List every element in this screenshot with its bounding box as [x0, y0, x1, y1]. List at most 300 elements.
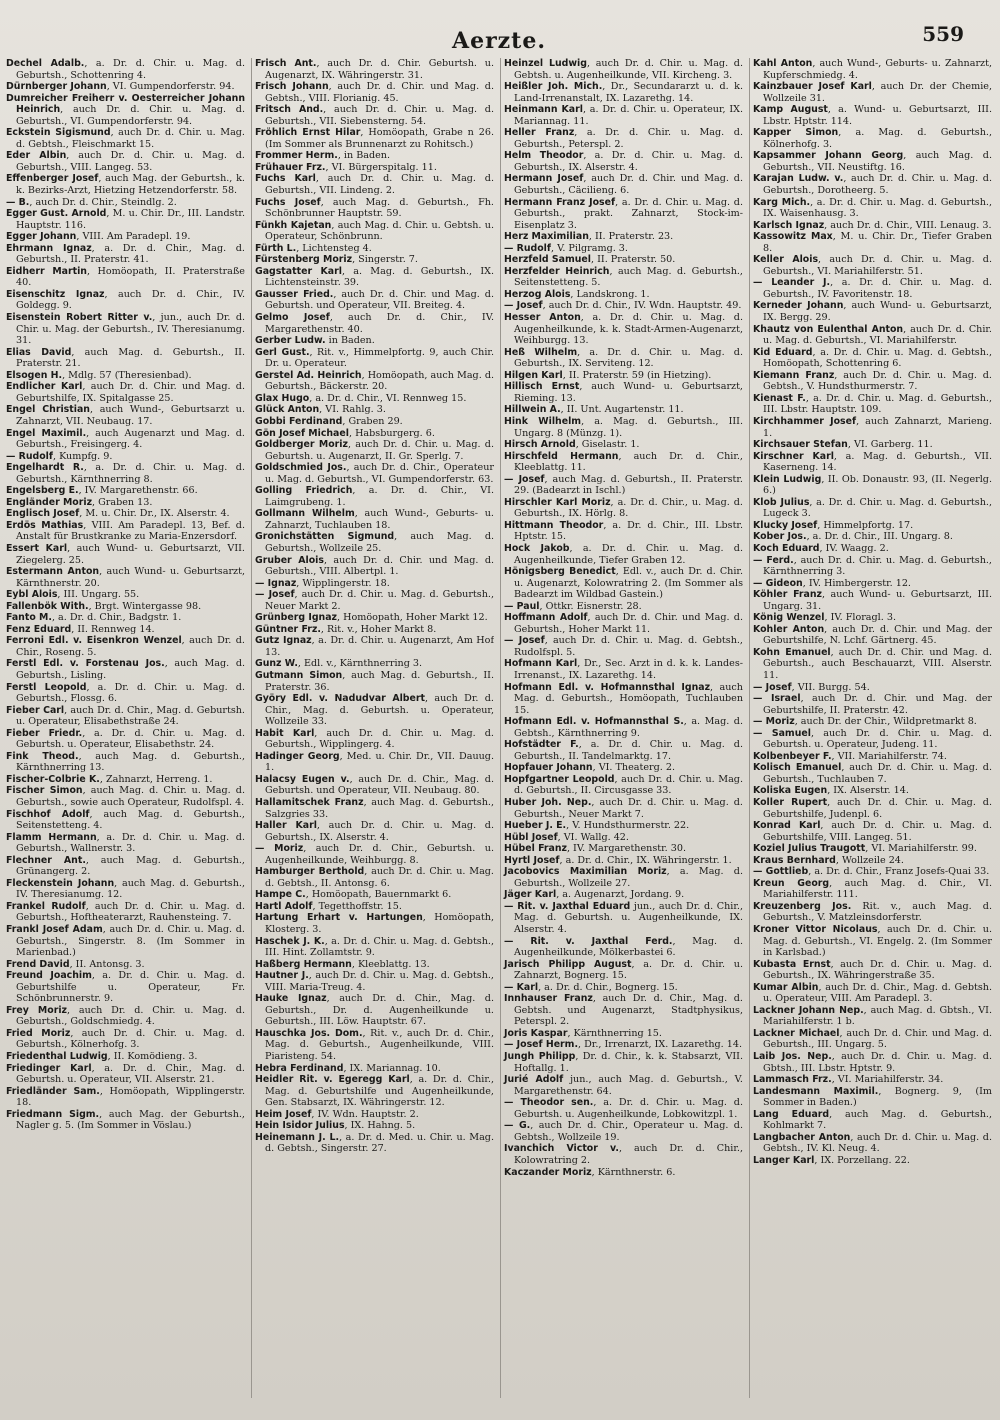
- directory-columns: [6, 58, 992, 1398]
- entry-details: , VI. Rahlg. 3.: [319, 404, 386, 416]
- entry-details: , Wollzeile 24.: [835, 854, 904, 866]
- entry-details: , a. Dr. d. Chir. u. Mag. d. Geburtshilfe u. Operateur, Fr. Schönbrunnerstr. 9.: [16, 970, 245, 1005]
- entry-details: , Habsburgerg. 6.: [348, 427, 435, 439]
- entry-name: Friedmann Sigm.: [6, 1108, 100, 1120]
- directory-entry: [753, 150, 992, 173]
- entry-details: , auch Augenarzt und Mag. d. Geburtsh., Freisingerg. 4.: [16, 427, 245, 451]
- entry-name: Haller Karl: [255, 820, 317, 832]
- entry-name: Kohler Anton: [753, 623, 825, 635]
- directory-entry: [255, 197, 494, 220]
- entry-name: Huber Joh. Nep.: [504, 797, 592, 808]
- directory-entry: [504, 682, 743, 717]
- column-3: [500, 58, 743, 1398]
- entry-details: , Rit. v., Hoher Markt 8.: [320, 623, 437, 635]
- directory-entry: [255, 508, 494, 531]
- entry-name: Lang Eduard: [753, 1108, 830, 1120]
- entry-details: , auch Dr. d. Chir. u. Mag. d. Gbtsh., III. Lbstr. Hptstr. 9.: [763, 1051, 992, 1074]
- entry-details: , auch Mag. d. Gbtsh., VI. Mariahilferstr. 1 b.: [763, 1004, 992, 1028]
- entry-name: Fröhlich Ernst Hilar: [255, 127, 361, 139]
- entry-details: , auch Wund-, Geburts- u. Zahnarzt, Kupferschmiedg. 4.: [763, 58, 992, 81]
- entry-name: Gunz W.: [255, 658, 298, 670]
- directory-entry: [753, 555, 992, 578]
- directory-entry: [753, 451, 992, 474]
- entry-name: Habit Karl: [255, 727, 315, 739]
- entry-details: , VII. Burgg. 54.: [791, 681, 870, 693]
- entry-name: Engelsberg E.: [6, 485, 79, 497]
- directory-entry: [255, 912, 494, 935]
- entry-name: Flechner Ant.: [6, 854, 86, 866]
- entry-name: Heim Josef: [255, 1108, 312, 1120]
- directory-entry: [255, 243, 494, 255]
- entry-name: Fallenbök With.: [6, 600, 89, 612]
- directory-entry: [255, 370, 494, 393]
- directory-entry: [255, 104, 494, 127]
- entry-details: , auch Dr. d. Chir., Mag. d. Geburtsh., Dr. d. Augenheilkunde u. Geburtsh., III. Löw. Hauptstr. 67.: [265, 993, 494, 1028]
- entry-details: , Wipplingerstr. 18.: [296, 577, 390, 589]
- entry-details: , auch Dr. d. Chir. u. Mag. d. Geburtsh., Goldschmiedg. 4.: [16, 1004, 245, 1028]
- entry-name: Engelhardt R.: [6, 462, 84, 474]
- directory-entry: [753, 497, 992, 520]
- entry-name: Gagstatter Karl: [255, 265, 342, 277]
- entry-name: Flamm Hermann: [6, 831, 97, 843]
- entry-name: Koziel Julius Traugott: [753, 843, 866, 855]
- directory-entry: [6, 878, 245, 901]
- entry-name: Heidler Rit. v. Egeregg Karl: [255, 1074, 410, 1086]
- entry-details: , a. Mag. d. Geburtsh., VII. Kaserneng. 14.: [763, 450, 992, 474]
- directory-entry: [753, 520, 992, 532]
- entry-name: Friedländer Sam.: [6, 1085, 100, 1097]
- entry-details: , IV. Himbergerstr. 12.: [802, 577, 911, 589]
- entry-name: Kirschner Karl: [753, 450, 834, 462]
- directory-entry: [6, 601, 245, 613]
- directory-entry: [753, 300, 992, 323]
- entry-name: Eidherr Martin: [6, 265, 87, 277]
- entry-name: — Ignaz: [255, 577, 297, 589]
- directory-entry: [6, 1005, 245, 1028]
- directory-entry: [255, 936, 494, 959]
- directory-entry: [255, 347, 494, 370]
- directory-entry: [255, 439, 494, 462]
- entry-name: Kienast F.: [753, 392, 806, 404]
- directory-entry: [753, 370, 992, 393]
- directory-entry: [6, 658, 245, 681]
- entry-details: , a. Dr. d. Chir., IX. Währingerstr. 1.: [559, 854, 732, 866]
- entry-details: , auch Dr. d. Chir. und Mag. d. Geburtsh., Cäcilieng. 6.: [514, 173, 743, 197]
- directory-entry: [6, 266, 245, 289]
- entry-details: , Homöopath, Grabe n 26. (Im Sommer als Brunnenarzt zu Rohitsch.): [265, 127, 494, 150]
- directory-entry: [504, 982, 743, 994]
- entry-name: Kapper Simon: [753, 127, 839, 139]
- entry-details: , auch Dr. d. Chir. u. Mag. d. Geburtsh., Neuer Markt 2.: [265, 589, 494, 612]
- directory-entry: [255, 728, 494, 751]
- entry-name: Fuchs Josef: [255, 196, 321, 208]
- directory-entry: [255, 1028, 494, 1063]
- entry-name: Goldberger Moriz: [255, 439, 348, 451]
- entry-details: , a. Dr. d. Chir., III. Lbstr. Hptstr. 15.: [514, 519, 743, 543]
- directory-entry: [504, 520, 743, 543]
- entry-details: , a. Dr. d. Chir. u. Mag. d. Geburtsh., IV. Favoritenstr. 18.: [763, 277, 992, 300]
- entry-name: Hermann Franz Josef: [504, 196, 616, 208]
- directory-entry: [504, 959, 743, 982]
- directory-entry: [6, 635, 245, 658]
- directory-entry: [6, 520, 245, 543]
- entry-details: , Mdlg. 57 (Theresienbad).: [62, 369, 192, 381]
- directory-entry: [753, 393, 992, 416]
- directory-entry: [6, 197, 245, 209]
- directory-entry: [504, 543, 743, 566]
- entry-name: Hoffmann Adolf: [504, 612, 588, 624]
- directory-entry: [6, 243, 245, 266]
- entry-name: — Rit. v. Jaxthal Eduard: [504, 900, 631, 912]
- entry-details: , IX. Alserstr. 14.: [827, 785, 909, 797]
- entry-name: Konrad Karl: [753, 820, 821, 832]
- entry-details: , auch Dr. d. Chir. Geburtsh. u. Augenarzt, IX. Währingerstr. 31.: [265, 58, 494, 81]
- entry-name: Ferroni Edl. v. Eisenkron Wenzel: [6, 635, 182, 647]
- entry-name: Fünkh Kajetan: [255, 219, 332, 231]
- entry-name: Kolbenbeyer F.: [753, 750, 832, 762]
- directory-entry: [255, 462, 494, 485]
- directory-entry: [6, 809, 245, 832]
- entry-details: , auch Mag. der Geburtsh., k. k. Bezirks-Arzt, Hietzing Hetzendorferstr. 58.: [16, 173, 245, 197]
- entry-details: , a. Dr. d. Chir. u. Operateur, IX. Mariannag. 11.: [514, 104, 743, 127]
- entry-details: , VI. Wallg. 42.: [557, 831, 629, 843]
- directory-entry: [6, 728, 245, 751]
- directory-entry: [753, 785, 992, 797]
- directory-entry: [6, 589, 245, 601]
- entry-name: Dumreicher Freiherr v. Oesterreicher Johann Heinrich: [6, 92, 245, 116]
- entry-details: , a. Mag. d. Geburtsh., III. Ungarg. 8 (Münzg. 1).: [514, 415, 743, 439]
- entry-details: , auch Mag. d. Geburtsh., Seitenstetteng. 5.: [514, 265, 743, 289]
- entry-details: , Edl. v., auch Dr. d. Chir. u. Augenarzt, Kolowratring 2. (Im Sommer als Badearzt im Wildbad Gastein.): [514, 566, 743, 601]
- entry-name: Frankel Rudolf: [6, 900, 86, 912]
- entry-details: , V. Pilgramg. 3.: [550, 242, 628, 254]
- entry-name: Kober Jos.: [753, 531, 807, 543]
- entry-details: , Med. u. Chir. Dr., VII. Dauug. 1.: [265, 750, 494, 774]
- entry-name: Gerstel Ad. Heinrich: [255, 369, 362, 381]
- entry-name: Freund Joachim: [6, 970, 92, 982]
- directory-entry: [753, 762, 992, 785]
- entry-name: — Moriz: [255, 843, 304, 855]
- directory-entry: [255, 589, 494, 612]
- entry-name: Kohn Emanuel: [753, 646, 831, 658]
- entry-details: , auch Mag. d. Chir. u. Gebtsh. u. Operateur, Schönbrunn.: [265, 219, 494, 243]
- entry-name: Kaczander Moriz: [504, 1166, 592, 1178]
- entry-name: — Josef: [504, 473, 545, 485]
- directory-entry: [255, 901, 494, 913]
- entry-name: Kreun Georg: [753, 877, 830, 889]
- entry-details: , auch Dr. d. Chir. u. Mag. d. Geburtsh., VII. Lindeng. 2.: [265, 173, 494, 197]
- directory-entry: [6, 832, 245, 855]
- directory-entry: [255, 254, 494, 266]
- entry-details: , auch Dr. d. Chir. u. Mag. d. Geburtsh., Kölnerhofg. 3.: [16, 1027, 245, 1051]
- entry-name: Hallamitschek Franz: [255, 797, 364, 808]
- entry-details: , auch Mag. d. Geburtsh., II. Praterstr. 36.: [265, 669, 494, 693]
- entry-name: Friedinger Karl: [6, 1062, 92, 1074]
- entry-name: Kolisch Emanuel: [753, 762, 842, 774]
- entry-details: , a. Dr. d. Chir. u. Mag. d. Geburtsh., Kärnthnerring 8.: [16, 462, 245, 485]
- entry-details: , auch Dr. d. Chir. u. Mag. d. Geburtsh., IX. Alserstr. 4.: [265, 820, 494, 843]
- entry-details: , a. Dr. d. Chir., VI. Rennweg 15.: [309, 392, 467, 404]
- entry-name: Frisch Johann: [255, 81, 329, 93]
- directory-entry: [753, 231, 992, 254]
- directory-entry: [504, 58, 743, 81]
- entry-details: , auch Dr. d. Chir. und Mag. d. Geburtsh., auch Beschauarzt, VIII. Alserstr. 11.: [763, 646, 992, 681]
- entry-details: , auch Dr. d. Chir. u. Mag. d. Geburtsh., VI. Gumpendorferstr. 94.: [16, 104, 245, 127]
- directory-entry: [753, 924, 992, 959]
- entry-name: Dürnberger Johann: [6, 81, 107, 93]
- directory-entry: [504, 774, 743, 797]
- entry-name: Gruber Alois: [255, 554, 324, 566]
- entry-details: , VI. Garberg. 11.: [847, 439, 933, 451]
- entry-name: Hueber J. E.: [504, 820, 567, 832]
- entry-name: Fried Moriz: [6, 1027, 71, 1039]
- entry-details: , a. Dr. d. Chir., Franz Josefs-Quai 33.: [808, 866, 990, 878]
- directory-entry: [504, 1039, 743, 1051]
- directory-entry: [255, 612, 494, 624]
- directory-entry: [255, 404, 494, 416]
- directory-entry: [504, 381, 743, 404]
- entry-details: , auch Dr. d. Chir. u. Mag. d. Geburtsh., Wipplingerg. 4.: [265, 727, 494, 751]
- directory-entry: [6, 1086, 245, 1109]
- entry-details: , auch Dr. der Chir., Wildpretmarkt 8.: [794, 716, 977, 728]
- entry-details: , a. Dr. d. Chir. u. Mag. d. Geburtsh., Flossg. 6.: [16, 681, 245, 705]
- directory-entry: [504, 797, 743, 820]
- entry-name: Golling Friedrich: [255, 485, 353, 497]
- directory-entry: [753, 728, 992, 751]
- directory-entry: [255, 266, 494, 289]
- entry-details: , Kumpfg. 9.: [52, 450, 113, 462]
- directory-entry: [753, 624, 992, 647]
- entry-details: , Ottkr. Eisnerstr. 28.: [539, 600, 642, 612]
- directory-entry: [504, 1120, 743, 1143]
- directory-entry: [255, 959, 494, 971]
- entry-details: , auch Dr. d. Chir. u. Mag. d. Geburtsh., Neuer Markt 7.: [514, 797, 743, 820]
- entry-name: Hartl Adolf: [255, 900, 313, 912]
- directory-entry: [504, 404, 743, 416]
- entry-details: , II. Praterstr. 23.: [588, 231, 674, 243]
- directory-entry: [753, 682, 992, 694]
- entry-details: , auch Mag. d. Geburtsh., Kohlmarkt 7.: [763, 1108, 992, 1132]
- entry-details: , auch Dr. d. Chir. u. Mag. d. Gebtsh., II. Antonsg. 6.: [265, 866, 494, 889]
- directory-entry: [6, 1051, 245, 1063]
- entry-details: , a. Dr. d. Chir. u. Mag. d. Augenheilkunde, k. k. Stadt-Armen-Augenarzt, Weihburgg. 13.: [514, 312, 743, 347]
- directory-entry: [6, 785, 245, 808]
- entry-name: Egger Gust. Arnold: [6, 208, 107, 220]
- directory-entry: [753, 647, 992, 682]
- directory-entry: [753, 1109, 992, 1132]
- entry-name: — Josef: [504, 635, 545, 647]
- directory-entry: [255, 81, 494, 104]
- entry-name: Hopfauer Johann: [504, 762, 593, 774]
- entry-details: , auch Dr. d. Chir., Mag. d. Geburtsh. u. Operateur, Wollzeile 33.: [265, 693, 494, 728]
- entry-details: , a. Dr. d. Chir., Mag. d. Geburtsh. u. Operateur, VII. Alserstr. 21.: [16, 1062, 245, 1086]
- entry-details: , auch Dr. d. Chir., Geburtsh. u. Augenheilkunde, Weihburgg. 8.: [265, 843, 494, 866]
- entry-name: Haßberg Hermann: [255, 958, 352, 970]
- entry-details: , auch Dr. der Chemie, Wollzeile 31.: [763, 81, 992, 104]
- directory-entry: [6, 855, 245, 878]
- directory-entry: [6, 682, 245, 705]
- page-title: Aerzte.: [452, 28, 546, 54]
- entry-name: Hadinger Georg: [255, 750, 340, 762]
- directory-entry: [753, 347, 992, 370]
- directory-entry: [504, 739, 743, 762]
- entry-name: Keller Alois: [753, 254, 819, 266]
- entry-details: , a. Augenarzt, Jordang. 9.: [556, 889, 685, 901]
- entry-name: Hampe C.: [255, 889, 306, 901]
- entry-details: , Himmelpfortg. 17.: [817, 519, 914, 531]
- entry-name: Heißler Joh. Mich.: [504, 81, 603, 93]
- entry-name: Klucky Josef: [753, 519, 818, 531]
- page-number: 559: [922, 22, 964, 46]
- entry-details: , Lichtensteg 4.: [296, 242, 372, 254]
- directory-entry: [504, 243, 743, 255]
- page-header: [6, 22, 992, 58]
- entry-details: , auch Mag. d. Chir. u. Mag. d. Geburtsh., sowie auch Operateur, Rudolfspl. 4.: [16, 785, 245, 808]
- entry-name: — Gottlieb: [753, 866, 809, 878]
- entry-details: , jun., auch Dr. d. Chir. u. Mag. der Geburtsh., IV. Theresianumg. 31.: [16, 312, 245, 347]
- column-1: [6, 58, 245, 1398]
- directory-entry: [504, 254, 743, 266]
- directory-entry: [504, 601, 743, 613]
- entry-details: , a. Dr. d. Chir. u. Zahnarzt, Bognerg. 15.: [514, 958, 743, 982]
- entry-details: , auch Mag. d. Geburtsh., II. Praterstr. 21.: [16, 346, 245, 370]
- entry-details: , II. Unt. Augartenstr. 11.: [560, 404, 684, 416]
- directory-entry: [6, 404, 245, 427]
- directory-entry: [753, 820, 992, 843]
- directory-entry: [6, 497, 245, 509]
- entry-details: , auch Mag. d. Geburtsh., Homöopath, Tuchlauben 15.: [514, 681, 743, 716]
- entry-details: , auch Dr. d. Chir. und Mag. d. Gebtsh., VIII. Florianig. 45.: [265, 81, 494, 104]
- directory-entry: [504, 312, 743, 347]
- entry-name: Hermann Josef: [504, 173, 584, 185]
- entry-details: , Homöopath, Hoher Markt 12.: [337, 612, 488, 624]
- directory-entry: [6, 93, 245, 128]
- entry-name: Eybl Alois: [6, 589, 58, 601]
- entry-details: , Mag. d. Augenheilkunde, Mölkerbastei 6.: [514, 935, 743, 959]
- directory-entry: [6, 208, 245, 231]
- directory-entry: [6, 58, 245, 81]
- entry-name: Fischer-Colbrie K.: [6, 773, 100, 785]
- entry-details: jun., auch Mag. d. Geburtsh., V. Margarethenstr. 64.: [514, 1074, 743, 1097]
- entry-name: Kahl Anton: [753, 58, 813, 69]
- entry-name: Engel Maximil.: [6, 427, 87, 439]
- directory-entry: [504, 439, 743, 451]
- entry-name: — Josef: [255, 589, 295, 601]
- entry-details: , Tegetthoffstr. 15.: [312, 900, 402, 912]
- entry-name: Lammasch Frz.: [753, 1074, 832, 1086]
- entry-details: , auch Dr. d. Chir. u. Mag. d. Geburtsh., Kärnthnerring 3.: [763, 554, 992, 578]
- directory-entry: [255, 889, 494, 901]
- column-2: [251, 58, 494, 1398]
- directory-entry: [6, 774, 245, 786]
- entry-name: Herzfeld Samuel: [504, 254, 592, 266]
- entry-details: , auch Wund- u. Geburtsarzt, IX. Bergg. 29.: [763, 300, 992, 324]
- directory-entry: [255, 173, 494, 196]
- entry-details: , Graben 13.: [92, 496, 153, 508]
- directory-entry: [6, 173, 245, 196]
- entry-name: Heinemann J. L.: [255, 1131, 340, 1143]
- entry-name: Hauschka Jos. Dom.: [255, 1027, 363, 1039]
- entry-name: Dechel Adalb.: [6, 58, 85, 69]
- directory-entry: [6, 612, 245, 624]
- entry-details: , Kärnthnerring 15.: [567, 1027, 662, 1039]
- directory-entry: [504, 936, 743, 959]
- entry-details: jun., auch Dr. d. Chir., Mag. d. Geburtsh. u. Augenheilkunde, IX. Alserstr. 4.: [514, 900, 743, 936]
- entry-name: Frühauer Frz.: [255, 161, 326, 173]
- directory-entry: [753, 277, 992, 300]
- entry-details: , auch Dr. d. Chir. u. Mag. d. Geburtshilfe, Judenpl. 6.: [763, 797, 992, 820]
- entry-name: Hesser Anton: [504, 312, 581, 324]
- entry-details: , a. Dr. d. Chir., Bognerg. 15.: [538, 981, 678, 993]
- entry-name: Herzog Alois: [504, 288, 571, 300]
- entry-name: Endlicher Karl: [6, 381, 83, 393]
- entry-name: Kid Eduard: [753, 346, 813, 358]
- directory-entry: [504, 889, 743, 901]
- entry-details: , auch Wund- u. Geburtsarzt, VII. Ziegelerg. 25.: [16, 542, 245, 566]
- entry-name: Glax Hugo: [255, 392, 310, 404]
- entry-details: , II. Antonsg. 3.: [69, 958, 145, 970]
- directory-entry: [255, 797, 494, 820]
- entry-details: , Homöopath, Wipplingerstr. 18.: [16, 1085, 245, 1109]
- entry-details: , Dr., Irrenarzt, IX. Lazarethg. 14.: [578, 1039, 742, 1051]
- entry-details: , auch Mag. der Geburtsh., Nagler g. 5. (Im Sommer in Vöslau.): [16, 1108, 245, 1132]
- entry-details: , auch Wund- u. Geburtsarzt, Rieming. 13.: [514, 381, 743, 404]
- directory-entry: [6, 1109, 245, 1132]
- entry-name: Güntner Frz.: [255, 623, 321, 635]
- entry-details: , auch Dr. d. Chir. und Mag. d. Geburtsh. und Operateur, VII. Breiteg. 4.: [265, 288, 494, 312]
- entry-name: Kerneder Johann: [753, 300, 844, 312]
- entry-name: Fieber Carl: [6, 704, 65, 716]
- entry-details: , II. Praterstr. 59 (in Hietzing).: [562, 369, 712, 381]
- directory-entry: [753, 843, 992, 855]
- entry-name: Klob Julius: [753, 496, 810, 508]
- directory-entry: [504, 658, 743, 681]
- directory-entry: [6, 347, 245, 370]
- directory-entry: [753, 104, 992, 127]
- entry-name: Hilgen Karl: [504, 369, 563, 381]
- entry-details: , Bognerg. 9, (Im Sommer in Baden.): [763, 1085, 992, 1109]
- entry-details: , auch Dr. d. Chir., Steindlg. 2.: [29, 196, 177, 208]
- entry-details: , M. u. Chir. Dr., IX. Alserstr. 4.: [79, 508, 230, 520]
- directory-entry: [255, 531, 494, 554]
- entry-name: Frankl Josef Adam: [6, 924, 103, 936]
- directory-entry: [504, 855, 743, 867]
- entry-name: Kirchhammer Josef: [753, 415, 857, 427]
- directory-entry: [504, 347, 743, 370]
- entry-name: — Rudolf: [6, 450, 53, 462]
- entry-name: Kroner Vittor Nicolaus: [753, 924, 878, 936]
- entry-details: , Rit. v., auch Dr. d. Chir., Mag. d. Geburtsh., Augenheilkunde, VIII. Piaristeng. 54.: [265, 1027, 494, 1063]
- entry-name: Gausser Fried.: [255, 288, 334, 300]
- directory-entry: [504, 635, 743, 658]
- directory-entry: [6, 289, 245, 312]
- entry-details: , auch Dr. d. Chir. und Mag. d. Geburtsh., Hoher Markt 11.: [514, 612, 743, 635]
- directory-entry: [504, 300, 743, 312]
- entry-name: — Moriz: [753, 716, 795, 728]
- entry-details: , VII. Mariahilferstr. 74.: [831, 750, 947, 762]
- entry-name: Eisenschitz Ignaz: [6, 288, 105, 300]
- entry-details: , VIII. Am Paradepl. 13, Bef. d. Anstalt für Brustkranke zu Maria-Enzersdorf.: [16, 519, 245, 543]
- entry-name: Köhler Franz: [753, 589, 822, 601]
- directory-entry: [255, 635, 494, 658]
- entry-name: — Gideon: [753, 577, 803, 589]
- entry-details: , auch Dr. d. Chir., Kleeblattg. 11.: [514, 450, 743, 474]
- directory-entry: [6, 751, 245, 774]
- entry-details: , VIII. Am Paradepl. 19.: [76, 231, 191, 243]
- directory-entry: [255, 624, 494, 636]
- entry-name: Englisch Josef: [6, 508, 80, 520]
- directory-entry: [753, 220, 992, 232]
